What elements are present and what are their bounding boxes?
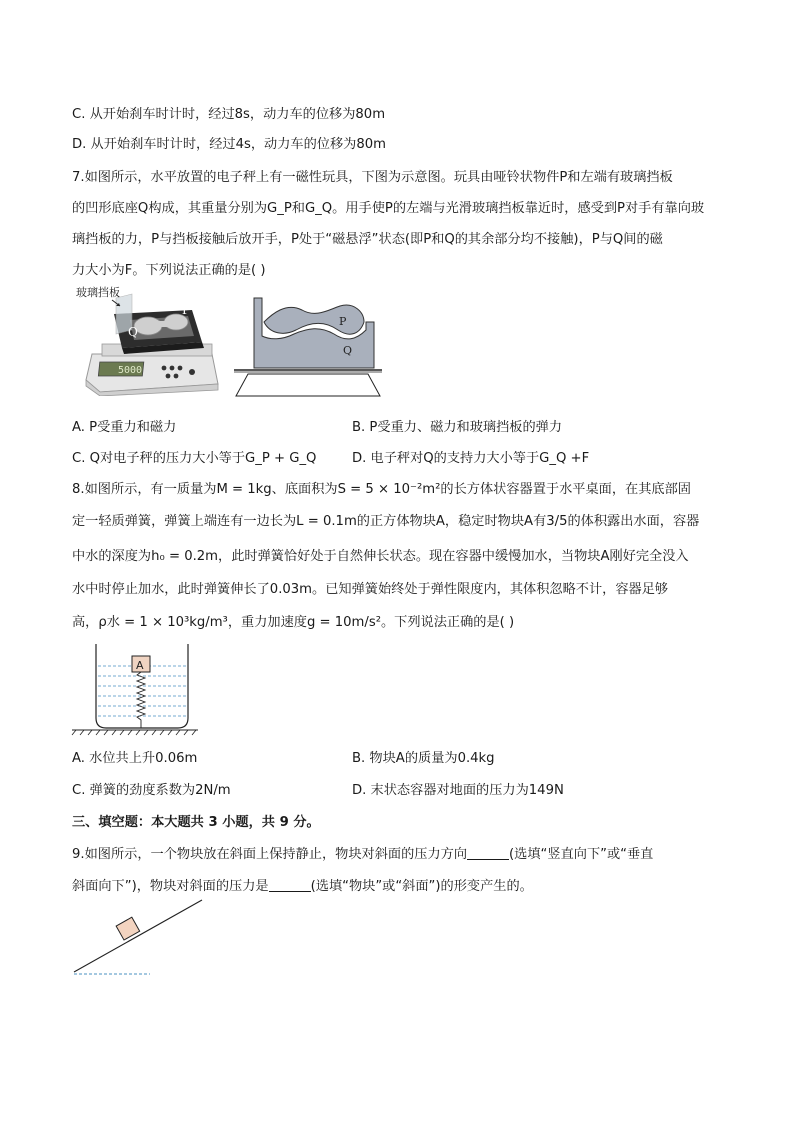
q8-option-d: D. 末状态容器对地面的压力为149N	[352, 783, 564, 798]
q8-stem-line-4: 水中时停止加水，此时弹簧伸长了0.03m。已知弹簧始终处于弹性限度内，其体积忽略不计，容器足够	[72, 582, 669, 597]
q9-stem-line-2	[72, 875, 533, 894]
photo-label-p: P	[182, 303, 191, 317]
photo-label-q: Q	[128, 325, 138, 339]
q9-blank-2	[269, 877, 311, 892]
q8-container-diagram	[70, 640, 200, 736]
q9-incline-diagram	[70, 896, 210, 980]
q7-option-b: B. P受重力、磁力和玻璃挡板的弹力	[352, 420, 563, 435]
q7-option-a: A. P受重力和磁力	[72, 420, 177, 435]
q8-stem-line-3: 中水的深度为h₀ = 0.2m，此时弹簧恰好处于自然伸长状态。现在容器中缓慢加水，当物块A刚好完全没入	[72, 549, 689, 564]
q7-photo-scale	[72, 284, 222, 396]
section-3-title: 三、填空题：本大题共 3 小题，共 9 分。	[72, 815, 320, 830]
q9-line-2-part-b: (选填“物块”或“斜面”)的形变产生的。	[310, 879, 533, 894]
q8-stem-line-2: 定一轻质弹簧，弹簧上端连有一边长为L = 0.1m的正方体物块A，稳定时物块A有3/5的体积露出水面，容器	[72, 514, 700, 529]
q9-line-1-part-a: 9.如图所示，一个物块放在斜面上保持静止，物块对斜面的压力方向	[72, 847, 468, 862]
q6-option-c	[72, 103, 385, 122]
q7-stem-line-2: 的凹形底座Q构成，其重量分别为G_P和G_Q。用手使P的左端与光滑玻璃挡板靠近时，感受到P对手有靠向玻	[72, 201, 705, 216]
q9-line-1-part-b: (选填“竖直向下”或“垂直	[509, 847, 654, 862]
q9-line-2-part-a: 斜面向下”)，物块对斜面的压力是	[72, 879, 269, 894]
q7-option-c: C. Q对电子秤的压力大小等于G_P + G_Q	[72, 451, 317, 466]
photo-label-glass-plate: 玻璃挡板	[76, 286, 120, 299]
q8-option-c: C. 弹簧的劲度系数为2N/m	[72, 783, 231, 798]
diagram-label-q: Q	[343, 344, 353, 357]
block-label-a: A	[136, 659, 144, 672]
q8-option-b: B. 物块A的质量为0.4kg	[352, 751, 495, 766]
q7-stem-line-3: 璃挡板的力，P与挡板接触后放开手，P处于“磁悬浮”状态(即P和Q的其余部分均不接触)，P与Q间的磁	[72, 232, 663, 247]
q6-option-c-text: C. 从开始刹车时计时，经过8s，动力车的位移为80m	[72, 107, 386, 122]
q6-option-d-text: D. 从开始刹车时计时，经过4s，动力车的位移为80m	[72, 137, 386, 152]
q8-option-a: A. 水位共上升0.06m	[72, 751, 198, 766]
q7-stem-line-1: 7.如图所示，水平放置的电子秤上有一磁性玩具，下图为示意图。玩具由哑铃状物件P和左端有玻璃挡板	[72, 170, 673, 185]
q9-stem-line-1	[72, 843, 653, 862]
scale-display-value: 5000	[118, 365, 143, 376]
q8-stem-line-5: 高，ρ水 = 1 × 10³kg/m³，重力加速度g = 10m/s²。下列说法正确的是( )	[72, 615, 515, 630]
q9-blank-1	[467, 845, 509, 860]
q6-option-d	[72, 133, 386, 152]
diagram-label-p: P	[339, 315, 347, 328]
q7-schematic-diagram	[230, 292, 390, 404]
q8-stem-line-1: 8.如图所示，有一质量为M = 1kg、底面积为S = 5 × 10⁻²m²的长方体状容器置于水平桌面，在其底部固	[72, 482, 691, 497]
q7-option-d: D. 电子秤对Q的支持力大小等于G_Q +F	[352, 451, 590, 466]
q7-stem-line-4: 力大小为F。下列说法正确的是( )	[72, 263, 266, 278]
